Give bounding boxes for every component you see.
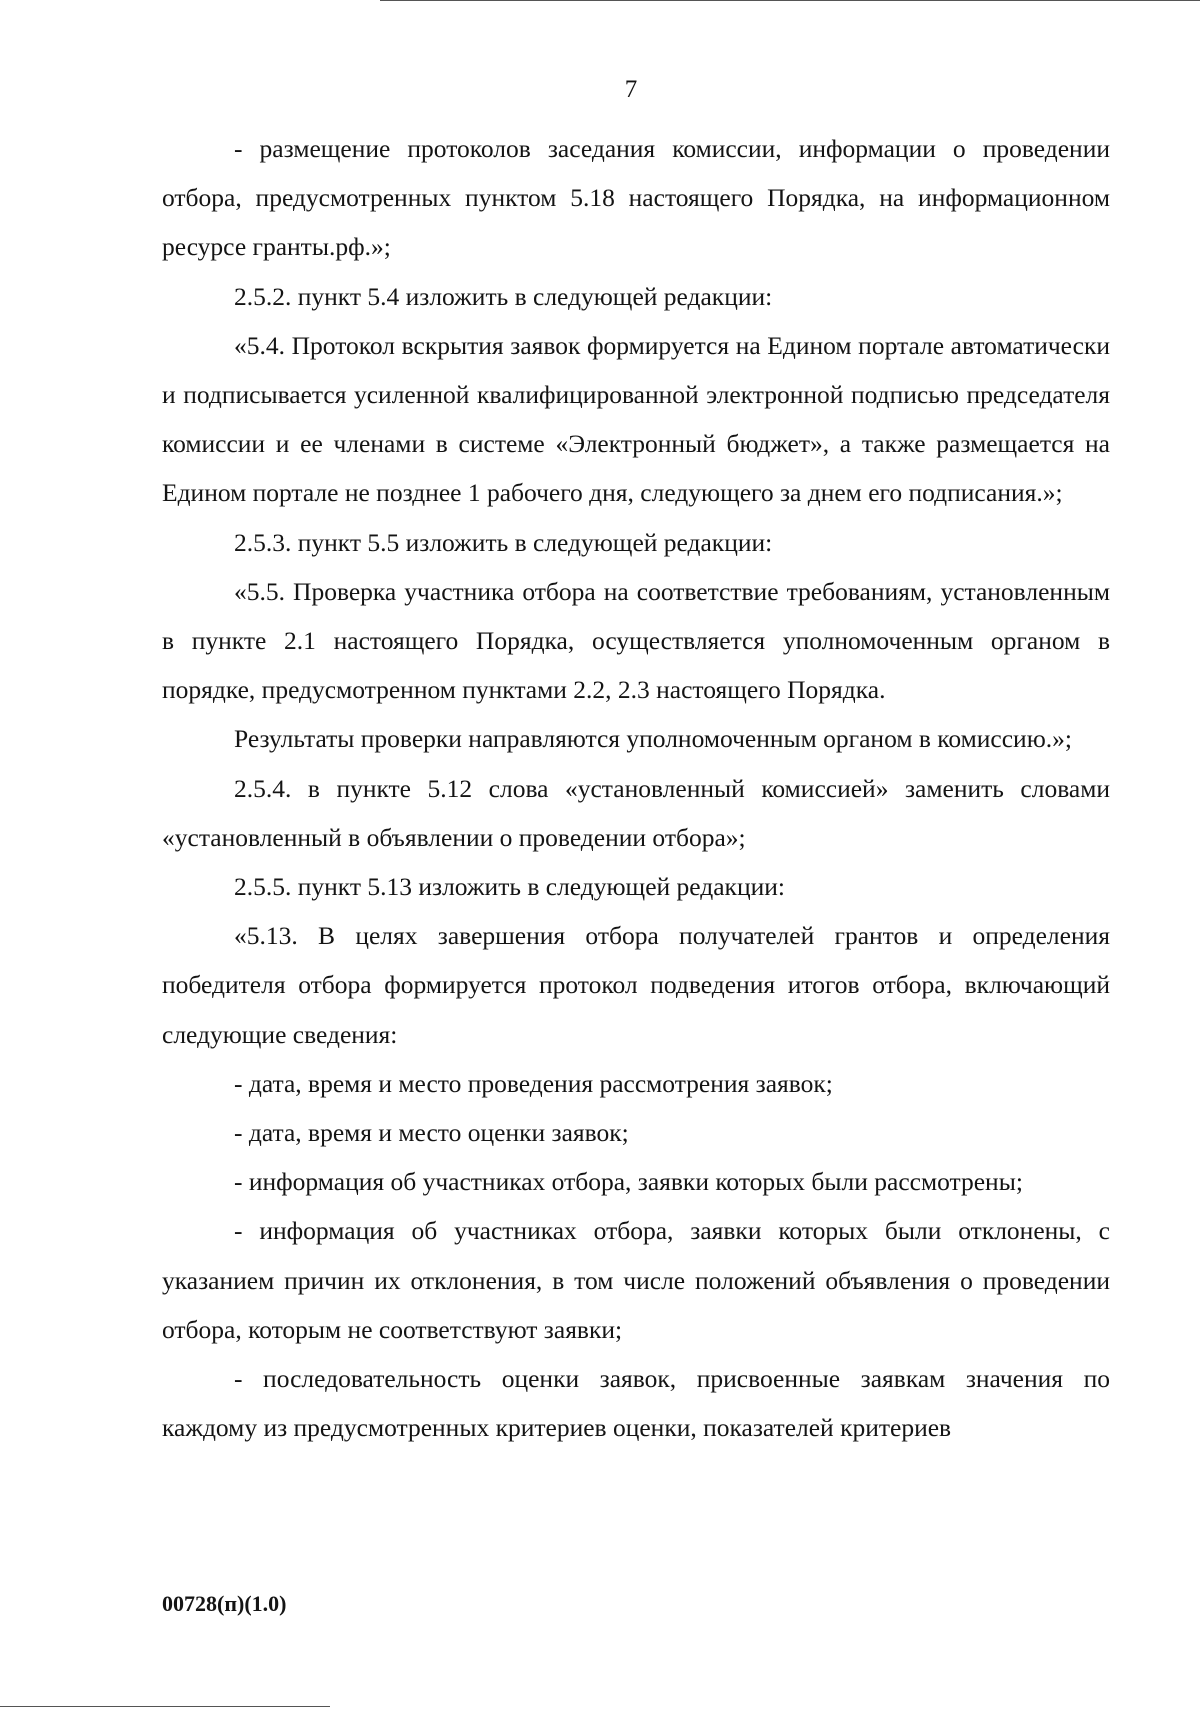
paragraph-8: 2.5.5. пункт 5.13 изложить в следующей редакции: [234,872,785,902]
paragraph-14: - последовательность оценки заявок, присвоенные заявкам значения по каждому из предусмотренных критериев оценки, показателей критериев [162,1364,1110,1443]
paragraph-1: - размещение протоколов заседания комиссии, информации о проведении отбора, предусмотренных пунктом 5.18 настоящего Порядка, на информационном ресурсе гранты.рф.»; [162,134,1110,262]
paragraph-10: - дата, время и место проведения рассмотрения заявок; [234,1068,833,1098]
document-code: 00728(п)(1.0) [162,1591,287,1616]
paragraph-3: «5.4. Протокол вскрытия заявок формируется на Едином портале автоматически и подписывается усиленной квалифицированной электронной подписью председателя комиссии и ее членами в системе «Электронный бюджет», а также размещается на Едином портале не позднее 1 рабочего дня, следующего за днем его подписания.»; [162,330,1110,508]
paragraph-7: 2.5.4. в пункте 5.12 слова «установленный комиссией» заменить словами «установленный в объявлении о проведении отбора»; [162,773,1110,852]
paragraph-2: 2.5.2. пункт 5.4 изложить в следующей редакции: [234,281,773,311]
scan-edge-bottom [0,1706,330,1707]
page-number: 7 [624,76,638,103]
scan-edge-top [380,0,1200,1]
paragraph-12: - информация об участниках отбора, заявки которых были рассмотрены; [234,1167,1023,1197]
paragraph-13: - информация об участниках отбора, заявки которых были отклонены, с указанием причин их отклонения, в том числе положений объявления о проведении отбора, которым не соответствуют заявки; [162,1216,1110,1344]
document-body [162,124,1110,1452]
paragraph-4: 2.5.3. пункт 5.5 изложить в следующей редакции: [234,527,773,557]
paragraph-11: - дата, время и место оценки заявок; [234,1118,629,1148]
paragraph-6: Результаты проверки направляются уполномоченным органом в комиссию.»; [234,724,1072,754]
paragraph-5: «5.5. Проверка участника отбора на соответствие требованиям, установленным в пункте 2.1 настоящего Порядка, осуществляется уполномоченным органом в порядке, предусмотренном пунктами 2.2, 2.3 настоящего Порядка. [162,576,1110,705]
paragraph-9: «5.13. В целях завершения отбора получателей грантов и определения победителя отбора формируется протокол подведения итогов отбора, включающий следующие сведения: [162,921,1110,1049]
